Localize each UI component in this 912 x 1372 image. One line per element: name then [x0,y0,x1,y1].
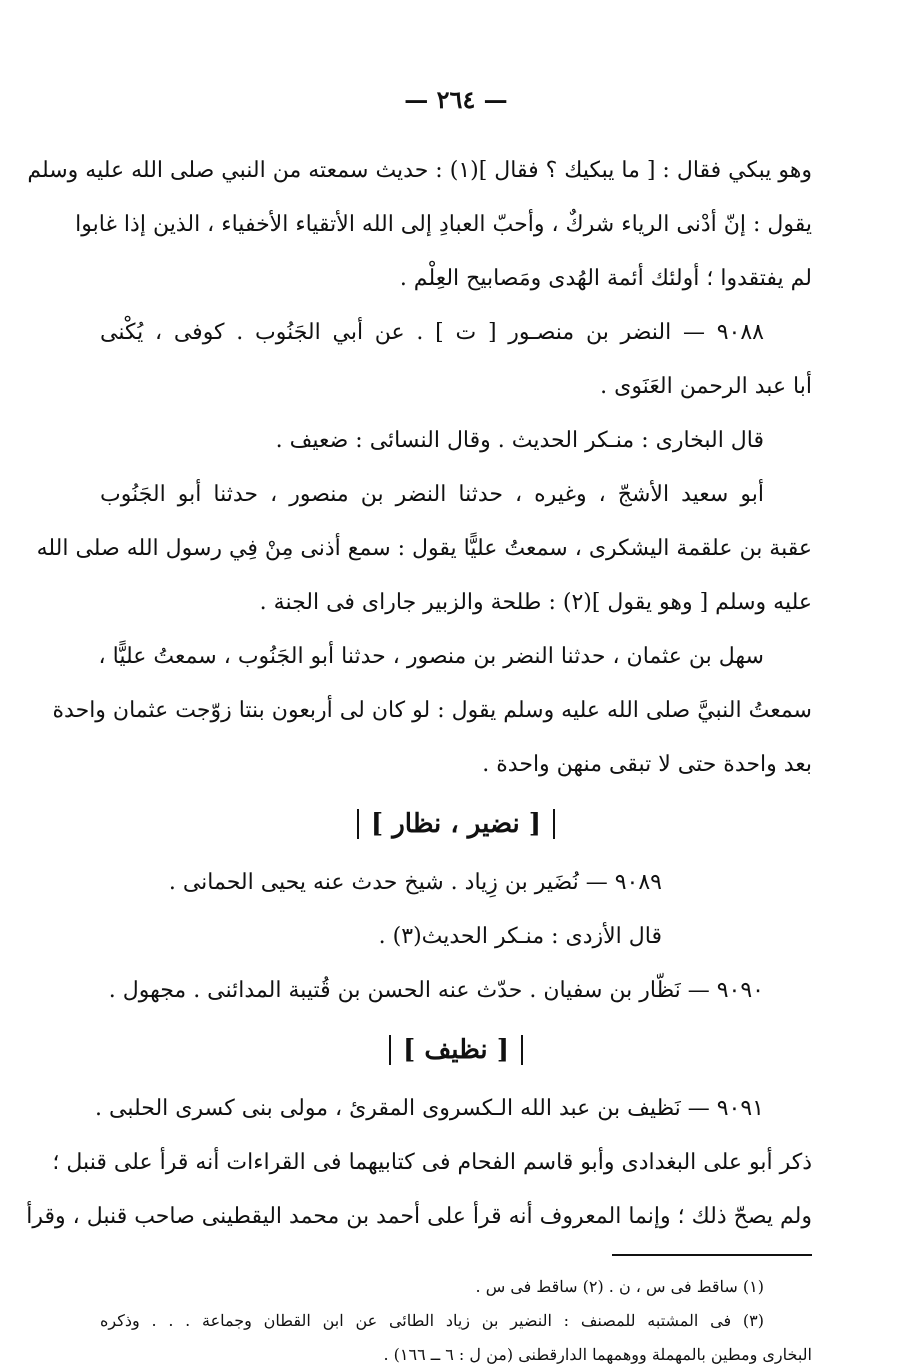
page-number: — ٢٦٤ — [404,85,508,114]
text-line: وهو يبكي فقال : [ ما يبكيك ؟ فقال ](١) : حديث سمعته من النبي صلى الله عليه وسلم [27,158,812,183]
text-line: أبا عبد الرحمن العَنَوى . [600,374,812,399]
text-line: بعد واحدة حتى لا تبقى منهن واحدة . [482,752,812,777]
text-line: عليه وسلم [ وهو يقول ](٢) : طلحة والزبير جاراى فى الجنة . [259,590,812,615]
entry-9091: ٩٠٩١ — نَظيف بن عبد الله الـكسروى المقرئ ، مولى بنى كسرى الحلبى . [95,1096,764,1121]
text-line: لم يفتقدوا ؛ أولئك أئمة الهُدى ومَصابيح العِلْم . [399,266,812,291]
text-line: سهل بن عثمان ، حدثنا النضر بن منصور ، حدثنا أبو الجَنُوب ، سمعتُ عليًّا ، [98,644,764,669]
footnote: البخارى ومطين بالمهملة ووهمهما الدارقطنى (من ل : ٦ ــ ١٦٦) . [383,1345,812,1364]
text-line: سمعتُ النبيَّ صلى الله عليه وسلم يقول : لو كان لى أربعون بنتا زوّجت عثمان واحدة [52,698,812,723]
footnote: (٣) فى المشتبه للمصنف : النضير بن زياد الطائى عن ابن القطان وجماعة . . . وذكره [100,1311,764,1330]
text-line: يقول : إنّ أدْنى الرياء شركٌ ، وأحبّ العبادِ إلى الله الأتقياء الأخفياء ، الذين إذا غابوا [75,212,812,237]
entry-9089: ٩٠٨٩ — نُضَير بن زِياد . شيخ حدث عنه يحيى الحمانى . [168,870,662,895]
text-line: ولم يصحّ ذلك ؛ وإنما المعروف أنه قرأ على أحمد بن محمد اليقطينى صاحب قنبل ، وقرأ [26,1204,812,1229]
text-line: ذكر أبو على البغدادى وأبو قاسم الفحام فى كتابيهما فى القراءات أنه قرأ على قنبل ؛ [52,1150,812,1175]
section-heading-nazif: [ نظيف ] [100,1018,812,1082]
footnote: (١) ساقط فى س ، ن . (٢) ساقط فى س . [475,1277,764,1296]
text-line: أبو سعيد الأشجّ ، وغيره ، حدثنا النضر بن منصور ، حدثنا أبو الجَنُوب [100,482,764,507]
text-line: عقبة بن علقمة اليشكرى ، سمعتُ عليًّا يقول : سمع أذنى مِنْ فِي رسول الله صلى الله [36,536,812,561]
entry-9088: ٩٠٨٨ — النضر بن منصـور [ ت ] . عن أبي الجَنُوب . كوفى ، يُكْنى [100,320,764,345]
text-line: قال الأزدى : منـكر الحديث(٣) . [378,924,662,949]
entry-9090: ٩٠٩٠ — نَظّار بن سفيان . حدّث عنه الحسن بن قُتيبة المدائنى . مجهول . [108,978,764,1003]
text-line: قال البخارى : منـكر الحديث . وقال النسائى : ضعيف . [275,428,764,453]
section-heading-nadir-nazzar: [ نضير ، نظار ] [100,792,812,856]
footnote-divider [612,1254,812,1256]
